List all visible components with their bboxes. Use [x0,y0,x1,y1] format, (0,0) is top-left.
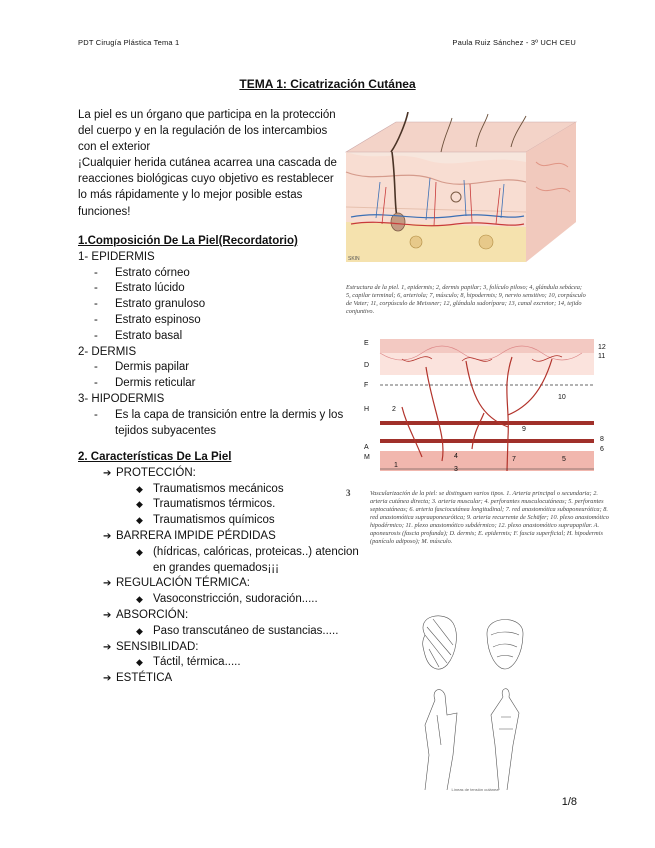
body-tension-lines-figure [395,605,555,795]
diagram-layer-label: D [364,362,370,369]
diagram-number-label: 11 [598,353,606,360]
diagram-layer-label: M [364,454,370,461]
figure-caption: Vascularización de la piel: se distinguen varios tipos. 1. Arteria principal o secundaria; 2. arteria cutánea directa; 3. arteria muscular; 4. perforantes musculocutáneas; 5. perforantes septocutáneas; 6. arteria fasciocutánea longitudinal; 7. red anastomótica subaponeurótica; 8. red anastomótica supraaponeurótica; 9. arteria recurrente de Schäfer; 10. plexo anastomótico hipodérmico; 11. plexo anastomótico subdérmico; 12. plexo anastomótico suprapapilar. A. aponeurosis (fascia profunda); D. dermis; E. epidermis; F. fascia superficial; H. hipodermis (panículo adiposo); M. músculo. [370,490,609,545]
svg-text:SKIN: SKIN [348,256,360,262]
skin-structure-figure [336,112,586,272]
diagram-number-label: 10 [558,394,566,401]
list-item: ➔ SENSIBILIDAD: [78,640,363,656]
sub-item: ◆ Táctil, térmica..... [78,655,363,671]
sub-item: ◆ Traumatismos químicos [78,513,363,529]
diagram-layer-label: A [364,444,369,451]
header-left: PDT Cirugía Plástica Tema 1 [78,38,180,47]
arrow-icon: ➔ [103,530,112,542]
diagram-number-label: 6 [600,446,604,453]
diamond-bullet-icon: ◆ [136,594,143,605]
list-item: - Dermis reticular [94,377,196,390]
diagram-number-label: 7 [512,456,516,463]
diagram-number-label: 12 [598,344,606,351]
list-item: - Dermis papilar [94,361,190,374]
section-characteristics [78,450,363,687]
diagram-number-label: 3 [454,466,458,473]
page-number: 1/8 [561,796,577,808]
diagram-number-label: 8 [600,436,604,443]
diagram-number-label: 5 [562,456,566,463]
list-item: - Es la capa de transición entre la dermis y los tejidos subyacentes [94,408,344,437]
section-heading: 2. Características De La Piel [78,451,232,463]
sub-item: ◆ Traumatismos mecánicos [78,482,363,498]
diamond-bullet-icon: ◆ [136,515,143,526]
diagram-number-label: 9 [522,426,526,433]
section-heading: 1.Composición De La Piel(Recordatorio) [78,235,298,247]
layer-name: 3- HIPODERMIS [78,392,165,405]
list-item: ➔ PROTECCIÓN: [78,466,363,482]
list-item: - Estrato espinoso [94,313,201,326]
arrow-icon: ➔ [103,641,112,653]
layer-name: 1- EPIDERMIS [78,250,155,263]
diagram-layer-label: H [364,406,370,413]
arrow-icon: ➔ [103,673,112,685]
sub-item: ◆ Paso transcutáneo de sustancias..... [78,624,363,640]
header-right: Paula Ruiz Sánchez - 3º UCH CEU [452,38,576,47]
diamond-bullet-icon: ◆ [136,625,143,636]
page-title: TEMA 1: Cicatrización Cutánea [239,77,416,91]
arrow-icon: ➔ [103,578,112,590]
list-item: - Estrato basal [94,329,183,342]
diagram-number-label: 2 [392,406,396,413]
diamond-bullet-icon: ◆ [136,546,143,557]
layer-name: 2- DERMIS [78,345,137,358]
diagram-layer-label: F [364,382,369,389]
diamond-bullet-icon: ◆ [136,483,143,494]
list-item: ➔ ABSORCIÓN: [78,608,363,624]
figure-number: 3 [346,488,351,498]
section-composition [78,234,355,439]
intro-paragraph: ¡Cualquier herida cutánea acarrea una cascada de reacciones biológicas cuyo objetivo es restablecer lo más rápidamente y lo mejor posible estas funciones! [78,157,337,218]
arrow-icon: ➔ [103,467,112,479]
list-item: - Estrato córneo [94,266,190,279]
sub-item: ◆ Vasoconstricción, sudoración..... [78,592,363,608]
sub-item: ◆ (hídricas, calóricas, proteicas..) atencion en grandes quemados¡¡¡ [78,545,363,577]
diagram-layer-label: E [364,340,369,347]
list-item: ➔ REGULACIÓN TÉRMICA: [78,576,363,592]
intro-text [78,107,338,220]
diamond-bullet-icon: ◆ [136,499,143,510]
list-item: - Estrato granuloso [94,298,206,311]
list-item: ➔ BARRERA IMPIDE PÉRDIDAS [78,529,363,545]
arrow-icon: ➔ [103,609,112,621]
list-item: - Estrato lúcido [94,282,185,295]
skin-vascularization-figure [362,337,612,477]
diagram-number-label: 4 [454,453,458,460]
intro-paragraph: La piel es un órgano que participa en la protección del cuerpo y en la regulación de los intercambios con el exterior [78,109,336,154]
diagram-number-label: 1 [394,462,398,469]
sub-item: ◆ Traumatismos térmicos. [78,497,363,513]
diamond-bullet-icon: ◆ [136,657,143,668]
list-item: ➔ ESTÉTICA [78,671,363,687]
figure-caption: Líneas de tensión cutánea [451,787,499,792]
figure-caption: Estructura de la piel. 1, epidermis; 2, dermis papilar; 3, folículo piloso; 4, glándula sebácea; 5, capilar terminal; 6, arteriola; 7, músculo; 8, hipodermis; 9, nervio sensitivo; 10, corpúsculo de Vater; 11, corpúsculo de Meissner; 12, glándula sudorípara; 13, canal excretor; 14, tejido conjuntivo. [346,284,586,315]
